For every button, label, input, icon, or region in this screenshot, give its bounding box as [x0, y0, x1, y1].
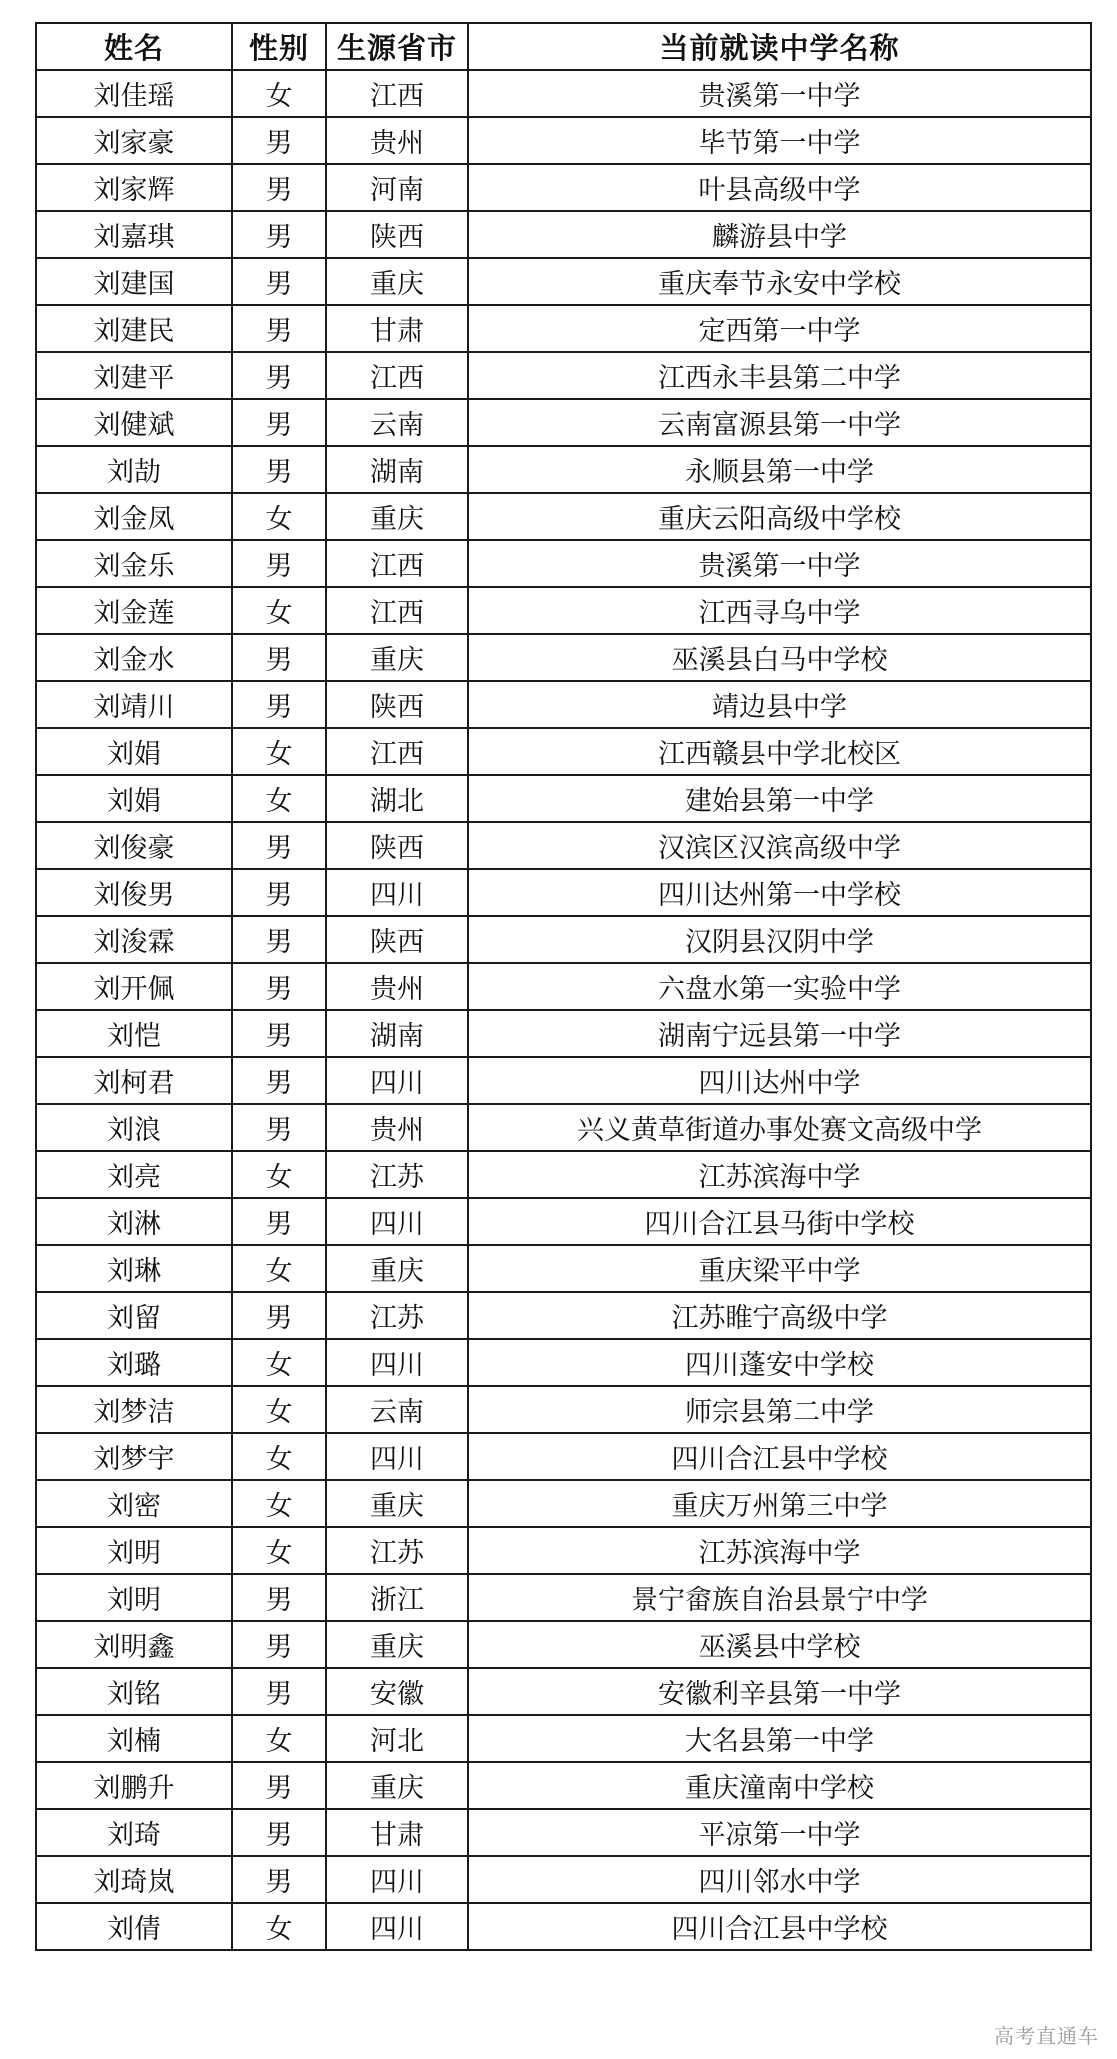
table-row	[36, 1527, 1091, 1574]
table-row	[36, 822, 1091, 869]
table-row	[36, 1762, 1091, 1809]
table-row	[36, 1010, 1091, 1057]
cell-school: 江西赣县中学北校区	[468, 728, 1091, 775]
cell-gender: 男	[232, 1856, 326, 1903]
cell-gender: 女	[232, 1903, 326, 1950]
cell-province: 湖南	[326, 446, 468, 493]
cell-gender: 男	[232, 1762, 326, 1809]
cell-name: 刘亮	[36, 1151, 232, 1198]
cell-province: 河北	[326, 1715, 468, 1762]
cell-school: 麟游县中学	[468, 211, 1091, 258]
cell-province: 贵州	[326, 117, 468, 164]
cell-gender: 女	[232, 728, 326, 775]
cell-school: 叶县高级中学	[468, 164, 1091, 211]
cell-name: 刘梦宇	[36, 1433, 232, 1480]
cell-school: 靖边县中学	[468, 681, 1091, 728]
cell-school: 四川邻水中学	[468, 1856, 1091, 1903]
table-header	[36, 23, 1091, 70]
cell-school: 安徽利辛县第一中学	[468, 1668, 1091, 1715]
cell-province: 四川	[326, 1856, 468, 1903]
cell-name: 刘家辉	[36, 164, 232, 211]
cell-school: 永顺县第一中学	[468, 446, 1091, 493]
cell-province: 陕西	[326, 681, 468, 728]
cell-province: 湖北	[326, 775, 468, 822]
cell-province: 重庆	[326, 634, 468, 681]
cell-gender: 女	[232, 70, 326, 117]
cell-school: 汉阴县汉阴中学	[468, 916, 1091, 963]
cell-province: 重庆	[326, 1245, 468, 1292]
cell-school: 湖南宁远县第一中学	[468, 1010, 1091, 1057]
cell-name: 刘柯君	[36, 1057, 232, 1104]
cell-gender: 男	[232, 1292, 326, 1339]
table-row	[36, 1057, 1091, 1104]
table-row	[36, 1245, 1091, 1292]
table-row	[36, 1151, 1091, 1198]
cell-gender: 女	[232, 1151, 326, 1198]
table-row	[36, 587, 1091, 634]
cell-school: 建始县第一中学	[468, 775, 1091, 822]
cell-province: 陕西	[326, 822, 468, 869]
table-row	[36, 117, 1091, 164]
cell-school: 重庆潼南中学校	[468, 1762, 1091, 1809]
cell-school: 云南富源县第一中学	[468, 399, 1091, 446]
table-row	[36, 1856, 1091, 1903]
cell-name: 刘鹏升	[36, 1762, 232, 1809]
cell-name: 刘明	[36, 1527, 232, 1574]
cell-province: 江西	[326, 70, 468, 117]
cell-name: 刘铭	[36, 1668, 232, 1715]
cell-gender: 男	[232, 1621, 326, 1668]
table-row	[36, 305, 1091, 352]
cell-province: 重庆	[326, 493, 468, 540]
table-row	[36, 1480, 1091, 1527]
table-row	[36, 1198, 1091, 1245]
cell-gender: 男	[232, 1574, 326, 1621]
cell-province: 江西	[326, 728, 468, 775]
table-row	[36, 1903, 1091, 1950]
cell-school: 四川合江县中学校	[468, 1903, 1091, 1950]
cell-gender: 男	[232, 1809, 326, 1856]
cell-name: 刘嘉琪	[36, 211, 232, 258]
header-school: 当前就读中学名称	[468, 23, 1091, 70]
table-row	[36, 775, 1091, 822]
cell-province: 云南	[326, 399, 468, 446]
cell-province: 江苏	[326, 1527, 468, 1574]
cell-name: 刘建平	[36, 352, 232, 399]
cell-name: 刘明鑫	[36, 1621, 232, 1668]
student-roster-table	[35, 22, 1092, 1951]
cell-gender: 男	[232, 117, 326, 164]
cell-school: 江苏滨海中学	[468, 1527, 1091, 1574]
table-row	[36, 1668, 1091, 1715]
header-province: 生源省市	[326, 23, 468, 70]
cell-province: 陕西	[326, 211, 468, 258]
cell-school: 大名县第一中学	[468, 1715, 1091, 1762]
cell-name: 刘琦岚	[36, 1856, 232, 1903]
cell-gender: 男	[232, 446, 326, 493]
cell-school: 江苏睢宁高级中学	[468, 1292, 1091, 1339]
cell-school: 巫溪县白马中学校	[468, 634, 1091, 681]
table-row	[36, 681, 1091, 728]
table-row	[36, 258, 1091, 305]
table-row	[36, 869, 1091, 916]
cell-school: 江西永丰县第二中学	[468, 352, 1091, 399]
table-row	[36, 164, 1091, 211]
cell-province: 江苏	[326, 1151, 468, 1198]
table-row	[36, 211, 1091, 258]
cell-province: 江西	[326, 587, 468, 634]
cell-gender: 女	[232, 587, 326, 634]
cell-name: 刘楠	[36, 1715, 232, 1762]
cell-gender: 女	[232, 1715, 326, 1762]
cell-school: 重庆奉节永安中学校	[468, 258, 1091, 305]
cell-name: 刘明	[36, 1574, 232, 1621]
cell-province: 重庆	[326, 1621, 468, 1668]
cell-province: 湖南	[326, 1010, 468, 1057]
cell-province: 江苏	[326, 1292, 468, 1339]
cell-gender: 男	[232, 634, 326, 681]
cell-name: 刘金水	[36, 634, 232, 681]
cell-gender: 男	[232, 258, 326, 305]
table-row	[36, 963, 1091, 1010]
cell-province: 贵州	[326, 963, 468, 1010]
cell-province: 四川	[326, 1433, 468, 1480]
cell-name: 刘靖川	[36, 681, 232, 728]
cell-school: 平凉第一中学	[468, 1809, 1091, 1856]
table-row	[36, 1292, 1091, 1339]
cell-gender: 女	[232, 775, 326, 822]
cell-gender: 男	[232, 1010, 326, 1057]
cell-province: 四川	[326, 869, 468, 916]
cell-school: 重庆梁平中学	[468, 1245, 1091, 1292]
cell-name: 刘倩	[36, 1903, 232, 1950]
cell-gender: 男	[232, 305, 326, 352]
cell-gender: 男	[232, 822, 326, 869]
cell-gender: 男	[232, 1057, 326, 1104]
cell-gender: 男	[232, 916, 326, 963]
cell-name: 刘娟	[36, 775, 232, 822]
table-row	[36, 352, 1091, 399]
cell-gender: 男	[232, 399, 326, 446]
cell-school: 贵溪第一中学	[468, 70, 1091, 117]
cell-province: 陕西	[326, 916, 468, 963]
cell-gender: 男	[232, 869, 326, 916]
table-row	[36, 1339, 1091, 1386]
cell-province: 四川	[326, 1198, 468, 1245]
cell-school: 巫溪县中学校	[468, 1621, 1091, 1668]
cell-province: 江西	[326, 540, 468, 587]
table-row	[36, 1574, 1091, 1621]
table-row	[36, 634, 1091, 681]
roster-sheet	[35, 22, 1090, 1951]
cell-province: 安徽	[326, 1668, 468, 1715]
cell-province: 江西	[326, 352, 468, 399]
table-row	[36, 1809, 1091, 1856]
cell-school: 四川合江县中学校	[468, 1433, 1091, 1480]
table-row	[36, 446, 1091, 493]
cell-name: 刘琦	[36, 1809, 232, 1856]
cell-name: 刘密	[36, 1480, 232, 1527]
table-row	[36, 540, 1091, 587]
cell-name: 刘恺	[36, 1010, 232, 1057]
cell-school: 四川达州第一中学校	[468, 869, 1091, 916]
cell-name: 刘留	[36, 1292, 232, 1339]
header-gender: 性别	[232, 23, 326, 70]
cell-gender: 女	[232, 493, 326, 540]
table-row	[36, 493, 1091, 540]
cell-school: 六盘水第一实验中学	[468, 963, 1091, 1010]
table-body	[36, 70, 1091, 1950]
cell-name: 刘俊豪	[36, 822, 232, 869]
cell-name: 刘建民	[36, 305, 232, 352]
cell-gender: 女	[232, 1386, 326, 1433]
cell-school: 汉滨区汉滨高级中学	[468, 822, 1091, 869]
cell-school: 江苏滨海中学	[468, 1151, 1091, 1198]
cell-name: 刘家豪	[36, 117, 232, 164]
cell-gender: 女	[232, 1245, 326, 1292]
cell-name: 刘建国	[36, 258, 232, 305]
cell-province: 贵州	[326, 1104, 468, 1151]
table-row	[36, 1386, 1091, 1433]
cell-school: 贵溪第一中学	[468, 540, 1091, 587]
table-row	[36, 399, 1091, 446]
header-name: 姓名	[36, 23, 232, 70]
cell-school: 四川蓬安中学校	[468, 1339, 1091, 1386]
cell-school: 四川合江县马街中学校	[468, 1198, 1091, 1245]
cell-province: 云南	[326, 1386, 468, 1433]
table-row	[36, 1715, 1091, 1762]
cell-province: 四川	[326, 1057, 468, 1104]
cell-school: 四川达州中学	[468, 1057, 1091, 1104]
cell-gender: 女	[232, 1339, 326, 1386]
cell-gender: 女	[232, 1433, 326, 1480]
cell-school: 景宁畲族自治县景宁中学	[468, 1574, 1091, 1621]
watermark-text: 高考直通车	[994, 2024, 1099, 2048]
table-row	[36, 916, 1091, 963]
cell-name: 刘淋	[36, 1198, 232, 1245]
table-row	[36, 1433, 1091, 1480]
cell-province: 甘肃	[326, 1809, 468, 1856]
cell-name: 刘金乐	[36, 540, 232, 587]
cell-province: 河南	[326, 164, 468, 211]
table-row	[36, 1104, 1091, 1151]
cell-province: 四川	[326, 1903, 468, 1950]
cell-gender: 男	[232, 211, 326, 258]
cell-name: 刘金凤	[36, 493, 232, 540]
cell-name: 刘浪	[36, 1104, 232, 1151]
table-row	[36, 728, 1091, 775]
cell-province: 重庆	[326, 258, 468, 305]
cell-name: 刘劼	[36, 446, 232, 493]
cell-gender: 女	[232, 1480, 326, 1527]
cell-province: 甘肃	[326, 305, 468, 352]
cell-name: 刘开佩	[36, 963, 232, 1010]
cell-name: 刘浚霖	[36, 916, 232, 963]
cell-province: 浙江	[326, 1574, 468, 1621]
cell-school: 师宗县第二中学	[468, 1386, 1091, 1433]
cell-school: 定西第一中学	[468, 305, 1091, 352]
cell-name: 刘健斌	[36, 399, 232, 446]
cell-gender: 男	[232, 681, 326, 728]
cell-school: 重庆云阳高级中学校	[468, 493, 1091, 540]
cell-name: 刘琳	[36, 1245, 232, 1292]
cell-gender: 男	[232, 1198, 326, 1245]
cell-gender: 男	[232, 1104, 326, 1151]
cell-province: 四川	[326, 1339, 468, 1386]
cell-school: 毕节第一中学	[468, 117, 1091, 164]
table-row	[36, 70, 1091, 117]
cell-name: 刘金莲	[36, 587, 232, 634]
cell-gender: 男	[232, 540, 326, 587]
cell-name: 刘佳瑶	[36, 70, 232, 117]
cell-gender: 男	[232, 1668, 326, 1715]
cell-school: 兴义黄草街道办事处赛文高级中学	[468, 1104, 1091, 1151]
cell-gender: 男	[232, 164, 326, 211]
cell-name: 刘俊男	[36, 869, 232, 916]
header-row	[36, 23, 1091, 70]
cell-name: 刘梦洁	[36, 1386, 232, 1433]
cell-name: 刘璐	[36, 1339, 232, 1386]
cell-gender: 男	[232, 352, 326, 399]
cell-province: 重庆	[326, 1762, 468, 1809]
cell-school: 重庆万州第三中学	[468, 1480, 1091, 1527]
cell-province: 重庆	[326, 1480, 468, 1527]
cell-gender: 男	[232, 963, 326, 1010]
cell-school: 江西寻乌中学	[468, 587, 1091, 634]
cell-name: 刘娟	[36, 728, 232, 775]
cell-gender: 女	[232, 1527, 326, 1574]
table-row	[36, 1621, 1091, 1668]
